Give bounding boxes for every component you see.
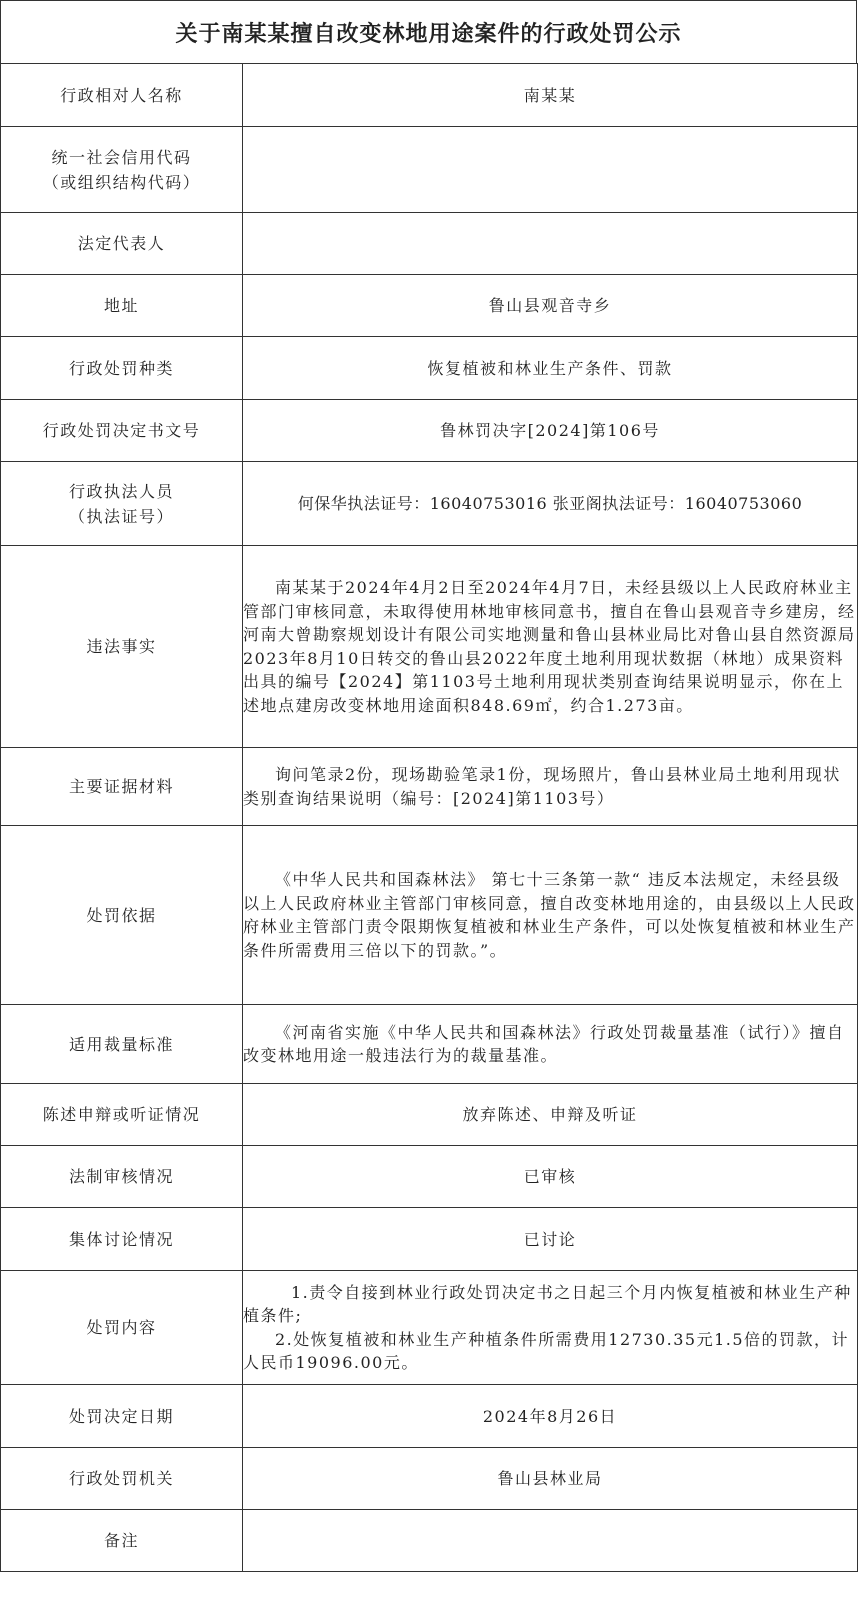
row-value: 已审核 <box>243 1146 858 1208</box>
table-row <box>1 546 858 748</box>
table-row <box>1 748 858 826</box>
row-label: 备注 <box>1 1510 243 1572</box>
table-row <box>1 213 858 275</box>
row-value <box>243 826 858 1005</box>
row-label: 违法事实 <box>1 546 243 748</box>
row-value <box>243 1510 858 1572</box>
row-label: 处罚内容 <box>1 1271 243 1385</box>
row-label: 陈述申辩或听证情况 <box>1 1084 243 1146</box>
row-value: 南某某 <box>243 64 858 127</box>
row-label-line: 统一社会信用代码 <box>51 147 192 167</box>
row-value <box>243 546 858 748</box>
row-value: 放弃陈述、申辩及听证 <box>243 1084 858 1146</box>
discretion-standard-text: 《河南省实施《中华人民共和国森林法》行政处罚裁量基准（试行）》擅自改变林地用途一般违法行为的裁量基准。 <box>243 1022 845 1065</box>
row-label: 集体讨论情况 <box>1 1208 243 1271</box>
row-value: 鲁山县林业局 <box>243 1448 858 1510</box>
row-value: 2024年8月26日 <box>243 1385 858 1448</box>
row-label: 处罚依据 <box>1 826 243 1005</box>
row-value <box>243 1005 858 1084</box>
document-title: 关于南某某擅自改变林地用途案件的行政处罚公示 <box>0 0 857 63</box>
table-row <box>1 1005 858 1084</box>
evidence-text: 询问笔录2份，现场勘验笔录1份，现场照片，鲁山县林业局土地利用现状类别查询结果说明（编号：[2024]第1103号） <box>243 765 841 808</box>
table-row <box>1 1146 858 1208</box>
row-value: 鲁林罚决字[2024]第106号 <box>243 400 858 462</box>
table-row <box>1 64 858 127</box>
row-value: 恢复植被和林业生产条件、罚款 <box>243 337 858 400</box>
row-label: 地址 <box>1 275 243 337</box>
row-value <box>243 127 858 213</box>
row-value: 鲁山县观音寺乡 <box>243 275 858 337</box>
legal-basis-text: 《中华人民共和国森林法》 第七十三条第一款“ 违反本法规定，未经县级以上人民政府林业主管部门审核同意，擅自改变林地用途的，由县级以上人民政府林业主管部门责令限期恢复植被和林业生产条件，可以处恢复植被和林业生产条件所需费用三倍以下的罚款。”。 <box>243 870 856 960</box>
table-row <box>1 462 858 546</box>
table-row <box>1 1271 858 1385</box>
penalty-info-table <box>0 63 858 1572</box>
row-label: 处罚决定日期 <box>1 1385 243 1448</box>
table-row <box>1 1208 858 1271</box>
table-row <box>1 337 858 400</box>
row-label: 行政处罚机关 <box>1 1448 243 1510</box>
row-label-line: （执法证号） <box>68 506 174 526</box>
row-value <box>243 748 858 826</box>
row-label-line: （或组织结构代码） <box>42 172 201 192</box>
row-value: 已讨论 <box>243 1208 858 1271</box>
row-label: 行政处罚种类 <box>1 337 243 400</box>
row-label: 法定代表人 <box>1 213 243 275</box>
row-label <box>1 127 243 213</box>
row-value <box>243 1271 858 1385</box>
row-value <box>243 213 858 275</box>
row-label: 行政处罚决定书文号 <box>1 400 243 462</box>
row-label: 法制审核情况 <box>1 1146 243 1208</box>
row-label: 适用裁量标准 <box>1 1005 243 1084</box>
row-label: 主要证据材料 <box>1 748 243 826</box>
table-row <box>1 275 858 337</box>
table-row <box>1 826 858 1005</box>
row-value: 何保华执法证号：16040753016 张亚阁执法证号：16040753060 <box>243 462 858 546</box>
table-row <box>1 1510 858 1572</box>
table-row <box>1 127 858 213</box>
row-label: 行政相对人名称 <box>1 64 243 127</box>
row-label-line: 行政执法人员 <box>68 481 174 501</box>
table-row <box>1 1448 858 1510</box>
table-row <box>1 1084 858 1146</box>
row-label <box>1 462 243 546</box>
table-row <box>1 400 858 462</box>
penalty-item-1: 1.责令自接到林业行政处罚决定书之日起三个月内恢复植被和林业生产种植条件; <box>243 1282 852 1325</box>
violation-facts-text: 南某某于2024年4月2日至2024年4月7日，未经县级以上人民政府林业主管部门审核同意，未取得使用林地审核同意书，擅自在鲁山县观音寺乡建房，经河南大曾勘察规划设计有限公司实地测量和鲁山县林业局比对鲁山县自然资源局2023年8月10日转交的鲁山县2022年度土地利用现状数据（林地）成果资料出具的编号【2024】第1103号土地利用现状类别查询结果说明显示，你在上述地点建房改变林地用途面积848.69㎡，约合1.273亩。 <box>243 578 856 715</box>
table-row <box>1 1385 858 1448</box>
penalty-item-2: 2.处恢复植被和林业生产种植条件所需费用12730.35元1.5倍的罚款，计人民币19096.00元。 <box>243 1329 850 1372</box>
